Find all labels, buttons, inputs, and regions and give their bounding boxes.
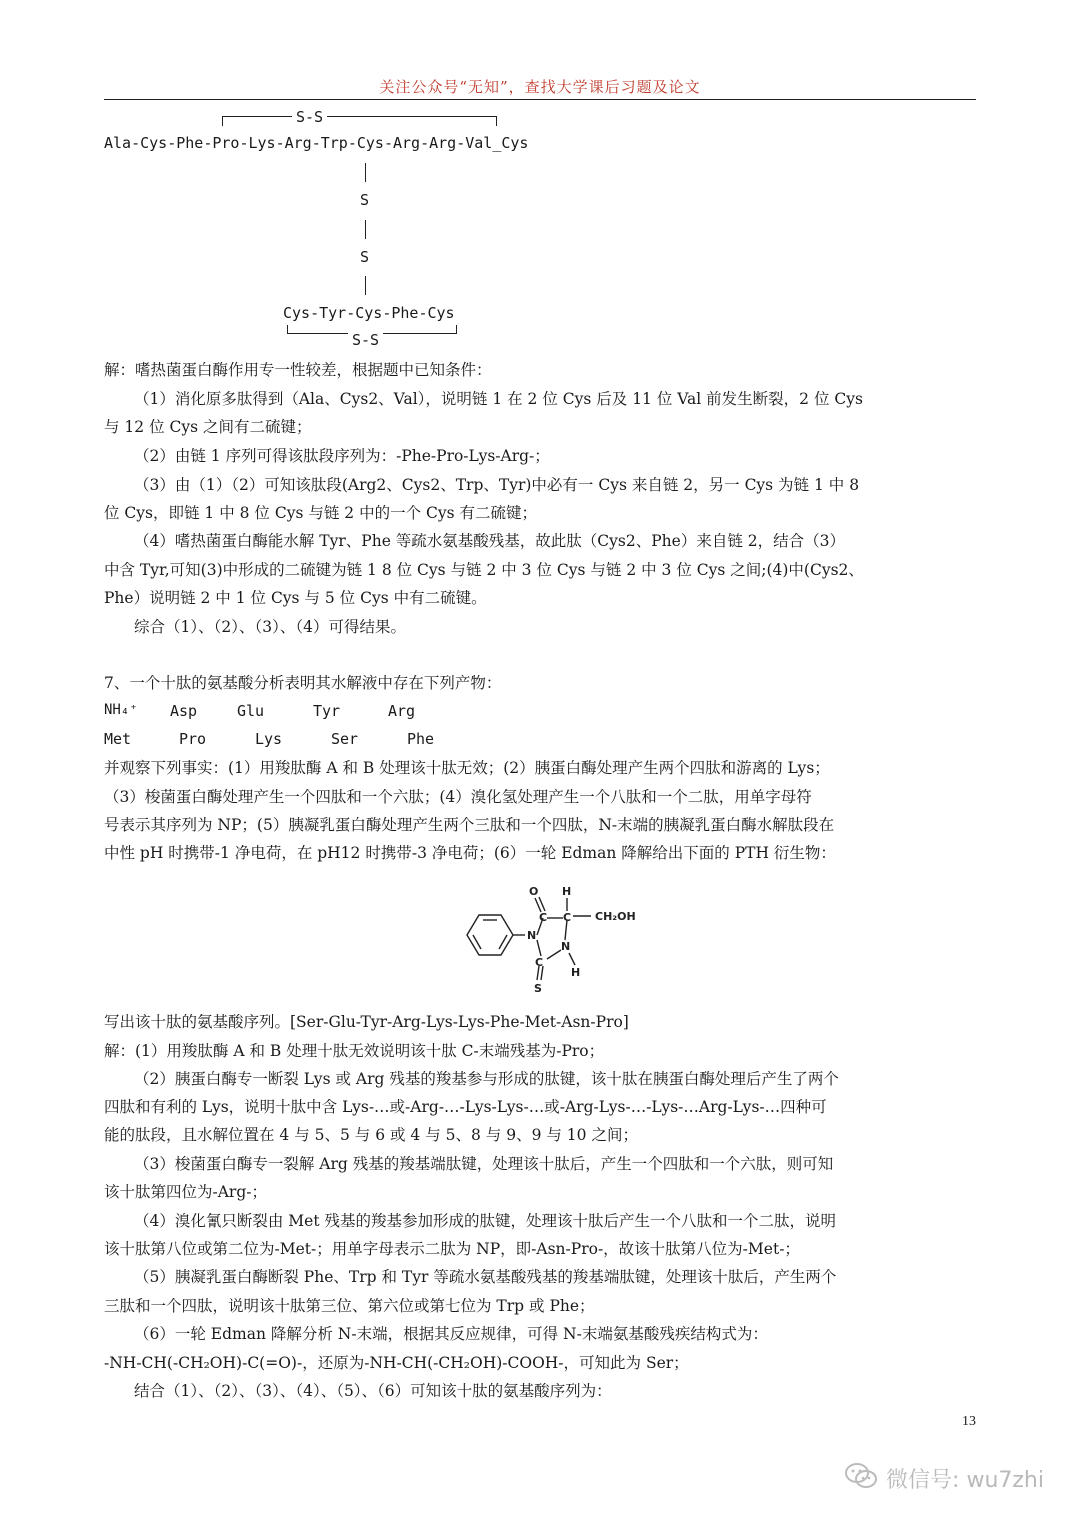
q7-facts-b: （3）梭菌蛋白酶处理产生一个四肽和一个六肽；(4）溴化氢处理产生一个八肽和一个二肽，用单字母符: [104, 788, 812, 806]
s6-p4a: （4）嗜热菌蛋白酶能水解 Tyr、Phe 等疏水氨基酸残基，故此肽（Cys2、Phe）来自链 2，结合（3）: [134, 532, 845, 550]
q7-a6b: -NH-CH(-CH₂OH)-C(=O)-，还原为-NH-CH(-CH₂OH)-COOH-，可知此为 Ser；: [104, 1354, 689, 1372]
aa-cell: Arg: [388, 702, 416, 720]
q7-facts-d: 中性 pH 时携带-1 净电荷，在 pH12 时携带-3 净电荷；(6）一轮 Edman 降解给出下面的 PTH 衍生物：: [104, 844, 836, 862]
q7-facts-a: 并观察下列事实：(1）用羧肽酶 A 和 B 处理该十肽无效；(2）胰蛋白酶处理产生两个四肽和游离的 Lys；: [104, 759, 830, 777]
page-number: 13: [962, 1414, 976, 1429]
q7-title: 7、一个十肽的氨基酸分析表明其水解液中存在下列产物：: [104, 674, 502, 692]
chain2-sequence: Cys-Tyr-Cys-Phe-Cys: [283, 304, 455, 322]
bottom-bond-label: S-S: [348, 331, 383, 349]
pth-derivative-structure: [455, 880, 645, 995]
aa-cell: Tyr: [313, 702, 341, 720]
watermark-text: 微信号: wu7zhi: [886, 1468, 1044, 1493]
atom-label: N: [527, 929, 537, 942]
atom-label: S: [534, 982, 542, 995]
link-bar-2: [365, 220, 366, 239]
atom-label: C: [563, 911, 572, 924]
page-header: 关注公众号“无知”，查找大学课后习题及论文: [379, 78, 701, 96]
atom-label: H: [571, 966, 581, 979]
q7-a2c: 能的肽段，且水解位置在 4 与 5、5 与 6 或 4 与 5、8 与 9、9 与 10 之间；: [104, 1126, 638, 1144]
q7-a5a: （5）胰凝乳蛋白酶断裂 Phe、Trp 和 Tyr 等疏水氨基酸残基的羧基端肽键，处理该十肽后，产生两个: [134, 1268, 837, 1286]
q7-a1: 解：(1）用羧肽酶 A 和 B 处理十肽无效说明该十肽 C-末端残基为-Pro；: [104, 1042, 605, 1060]
atom-label: C: [539, 911, 548, 924]
q7-a2a: （2）胰蛋白酶专一断裂 Lys 或 Arg 残基的羧基参与形成的肽键，该十肽在胰蛋白酶处理后产生了两个: [134, 1070, 839, 1088]
q7-a5b: 三肽和一个四肽，说明该十肽第三位、第六位或第七位为 Trp 或 Phe；: [104, 1297, 595, 1315]
s6-intro: 解：嗜热菌蛋白酶作用专一性较差，根据题中已知条件：: [104, 361, 492, 379]
link-bar-3: [365, 276, 366, 295]
s6-p2: （2）由链 1 序列可得该肽段序列为：-Phe-Pro-Lys-Arg-；: [134, 447, 550, 465]
aa-cell: Phe: [407, 730, 435, 748]
top-bond-label: S-S: [292, 108, 327, 126]
link-s-2: S: [360, 248, 370, 266]
aa-cell: Glu: [237, 702, 265, 720]
watermark: [844, 1462, 1044, 1494]
q7-a6a: （6）一轮 Edman 降解分析 N-末端，根据其反应规律，可得 N-末端氨基酸残疾结构式为：: [134, 1325, 768, 1343]
aa-cell: Lys: [255, 730, 283, 748]
wechat-icon: [844, 1462, 878, 1490]
aa-cell: Pro: [179, 730, 207, 748]
top-bond-bracket: [222, 116, 497, 126]
s6-p1a: （1）消化原多肽得到（Ala、Cys2、Val），说明链 1 在 2 位 Cys 后及 11 位 Val 前发生断裂，2 位 Cys: [134, 390, 863, 408]
link-bar-1: [365, 163, 366, 182]
q7-a4a: （4）溴化氰只断裂由 Met 残基的羧基参加形成的肽键，处理该十肽后产生一个八肽和一个二肽，说明: [134, 1212, 836, 1230]
q7-a2b: 四肽和有利的 Lys，说明十肽中含 Lys-…或-Arg-…-Lys-Lys-…或-Arg-Lys-…-Lys-…Arg-Lys-…四种可: [104, 1098, 827, 1116]
atom-label: CH₂OH: [595, 910, 636, 923]
q7-final: 结合（1）、（2）、（3）、（4）、（5）、（6）可知该十肽的氨基酸序列为：: [134, 1382, 612, 1400]
atom-label: H: [562, 885, 572, 898]
q7-question: 写出该十肽的氨基酸序列。[Ser-Glu-Tyr-Arg-Lys-Lys-Phe-Met-Asn-Pro]: [104, 1013, 629, 1031]
atom-label: C: [535, 956, 544, 969]
link-s-1: S: [360, 191, 370, 209]
s6-p3b: 位 Cys，即链 1 中 8 位 Cys 与链 2 中的一个 Cys 有二硫键；: [104, 504, 537, 522]
q7-a3b: 该十肽第四位为-Arg-；: [104, 1183, 268, 1201]
atom-label: O: [529, 885, 539, 898]
s6-p4b: 中含 Tyr,可知(3)中形成的二硫键为链 1 8 位 Cys 与链 2 中 3 位 Cys 与链 2 中 3 位 Cys 之间;(4)中(Cys2、: [104, 561, 864, 579]
s6-p3a: （3）由（1）（2）可知该肽段(Arg2、Cys2、Trp、Tyr)中必有一 Cys 来自链 2，另一 Cys 为链 1 中 8: [134, 476, 860, 494]
aa-cell: Met: [104, 730, 132, 748]
chain1-sequence: Ala-Cys-Phe-Pro-Lys-Arg-Trp-Cys-Arg-Arg-Val_Cys: [104, 134, 529, 152]
aa-cell: NH₄⁺: [104, 702, 138, 718]
benzene-ring: [467, 915, 513, 955]
atom-label: N: [561, 940, 571, 953]
header-rule: [104, 99, 976, 100]
s6-p1b: 与 12 位 Cys 之间有二硫键；: [104, 418, 312, 436]
q7-a3a: （3）梭菌蛋白酶专一裂解 Arg 残基的羧基端肽键，处理该十肽后，产生一个四肽和一个六肽，则可知: [134, 1155, 834, 1173]
q7-facts-c: 号表示其序列为 NP；(5）胰凝乳蛋白酶处理产生两个三肽和一个四肽，N-末端的胰凝乳蛋白酶水解肽段在: [104, 816, 835, 834]
q7-a4b: 该十肽第八位或第二位为-Met-；用单字母表示二肽为 NP，即-Asn-Pro-，故该十肽第八位为-Met-；: [104, 1240, 800, 1258]
s6-p4c: Phe）说明链 2 中 1 位 Cys 与 5 位 Cys 中有二硫键。: [104, 589, 487, 607]
aa-cell: Ser: [331, 730, 359, 748]
aa-cell: Asp: [170, 702, 198, 720]
s6-summary: 综合（1）、（2）、（3）、（4）可得结果。: [134, 618, 406, 636]
